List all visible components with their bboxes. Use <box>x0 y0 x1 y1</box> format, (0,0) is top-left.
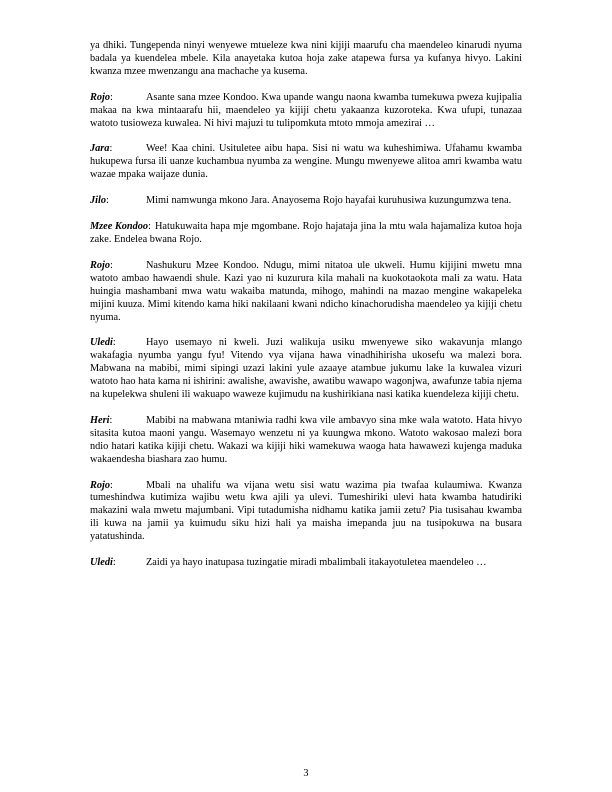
dialogue-paragraph <box>90 480 522 545</box>
speaker-separator: : <box>109 143 113 155</box>
dialogue-text: ya dhiki. Tungependa ninyi wenyewe mtueleze kwa nini kijiji maarufu cha maendeleo kinarudi nyuma badala ya kuendelea mbele. Kila anayetaka kutoa hoja zake atapewa fursa ya kufanya hivyo. Lakini kwanza mzee mwenzangu ana machache ya kusema. <box>90 40 522 77</box>
dialogue-paragraph <box>90 260 522 325</box>
speaker-name: Uledi <box>90 337 113 349</box>
dialogue-text: Nashukuru Mzee Kondoo. Ndugu, mimi nitatoa ule ukweli. Humu kijijini mwetu mna watoto ambao hawaendi shule. Kazi yao ni kuzurura kila mahali na kuokotaokota mali za watu. Hata huingia mashambani mwa watu wakaiba matunda, mihogo, mahindi na mazao mengine wakapeleka mijini kuuza. Mimi kitendo kama hiki nakilaani kwani ndicho kinachorudisha maendeleo ya kijiji chetu nyuma. <box>90 259 522 323</box>
speaker-label <box>90 415 146 428</box>
dialogue-paragraph <box>90 143 522 182</box>
speaker-name: Heri <box>90 414 110 426</box>
dialogue-paragraph <box>90 195 522 208</box>
speaker-name: Mzee Kondoo <box>90 221 149 233</box>
speaker-name: Rojo <box>90 91 111 103</box>
dialogue-text: Hayo usemayo ni kweli. Juzi walikuja usiku mwenyewe siko wakavunja mlango wakafagia nyumba yangu fyu! Vitendo vya vijana hawa vinadhihirisha ukosefu wa malezi bora. Mabwana na mabibi, mimi sipingi uzazi lakini yule azaaye atambue jukumu lake la kuwalea vizuri watoto hao hata kama ni ishirini: awalishe, awavishe, awatibu wawapo wagonjwa, awafunze tabia njema na kupelekwa shuleni ili wakuapo waweze kujimudu na kushirikiana nasi katika kuendeleza kijiji chetu. <box>90 337 522 401</box>
dialogue-paragraph <box>90 337 522 402</box>
dialogue-text: Hatukuwaita hapa mje mgombane. Rojo hajataja jina la mtu wala hajamaliza kutoa hoja zake. Endelea bwana Rojo. <box>90 221 522 245</box>
speaker-label <box>90 557 146 570</box>
dialogue-paragraph <box>90 221 522 247</box>
speaker-name: Rojo <box>90 259 111 271</box>
speaker-label <box>90 221 151 234</box>
dialogue-paragraph <box>90 92 522 131</box>
speaker-name: Jilo <box>90 195 107 207</box>
speaker-separator: : <box>112 557 116 569</box>
speaker-separator: : <box>109 414 113 426</box>
dialogue-text: Wee! Kaa chini. Usituletee aibu hapa. Sisi ni watu wa kuheshimiwa. Ufahamu kwamba hukupewa fursa ili uanze kuchambua nyumba za wengine. Mungu mwenyewe alitoa amri kwamba watu wazae mpaka waijaze dunia. <box>90 143 522 181</box>
speaker-label <box>90 260 146 273</box>
speaker-separator: : <box>148 221 151 233</box>
dialogue-text: Mbali na uhalifu wa vijana wetu sisi watu wazima pia twafaa kulaumiwa. Kwanza tumeshindwa kutimiza wajibu wetu kwa ajili ya ulevi. Tumeshiriki ulevi hata kwamba hatudiriki makazini wala mwetu majumbani. Vipi tutadumisha nidhamu katika jamii zetu? Pia tusisahau kwamba ili kuwa na jamii ya kuimudu siku hizi hali ya maisha imepanda juu na tusipokuwa na busara yatatushinda. <box>90 479 522 543</box>
speaker-name: Rojo <box>90 479 111 491</box>
speaker-separator: : <box>110 479 113 491</box>
dialogue-text: Asante sana mzee Kondoo. Kwa upande wangu naona kwamba tumekuwa pweza kujipalia makaa na kwa mintaarafu hii, maendeleo ya kijiji chetu yakaanza kuzoroteka. Kwa ufupi, tunazaa watoto tusioweza kuwalea. Ni hivi majuzi tu tulipomkuta mtoto mmoja amezirai … <box>90 91 522 129</box>
speaker-separator: : <box>112 337 116 349</box>
speaker-label <box>90 143 146 156</box>
dialogue-body <box>90 40 522 583</box>
speaker-label <box>90 480 146 493</box>
narration-paragraph <box>90 40 522 79</box>
dialogue-text: Zaidi ya hayo inatupasa tuzingatie miradi mbalimbali itakayotuletea maendeleo … <box>146 557 487 569</box>
speaker-name: Uledi <box>90 557 113 569</box>
speaker-separator: : <box>110 91 113 103</box>
page-number: 3 <box>303 768 309 779</box>
speaker-separator: : <box>106 195 109 207</box>
dialogue-text: Mabibi na mabwana mtaniwia radhi kwa vile ambavyo sina mke wala watoto. Hata hivyo sitasita kutoa maoni yangu. Wasemayo wenzetu ni ya kuungwa mkono. Watoto wakosao malezi bora ndio hatari katika kijiji chetu. Wakazi wa kijiji hiki wamekuwa waoga hata hawawezi kujenga maduka wakaendesha biashara zao humu. <box>90 414 522 465</box>
dialogue-paragraph <box>90 557 522 570</box>
speaker-name: Jara <box>90 143 110 155</box>
speaker-label <box>90 195 146 208</box>
speaker-label <box>90 92 146 105</box>
speaker-separator: : <box>110 259 113 271</box>
dialogue-paragraph <box>90 415 522 467</box>
dialogue-text: Mimi namwunga mkono Jara. Anayosema Rojo hayafai kuruhusiwa kuzungumzwa tena. <box>146 195 512 207</box>
speaker-label <box>90 337 146 350</box>
